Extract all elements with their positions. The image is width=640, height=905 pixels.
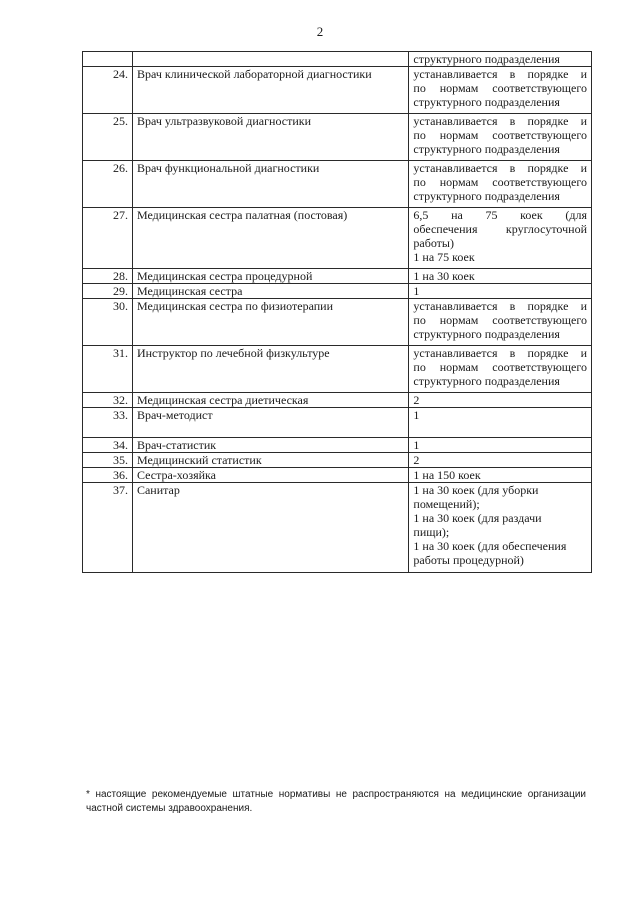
row-number: 35.: [83, 453, 133, 468]
position-name: Врач-статистик: [132, 438, 408, 453]
row-number: 27.: [83, 208, 133, 269]
position-name: Инструктор по лечебной физкультуре: [132, 346, 408, 393]
row-number: 26.: [83, 161, 133, 208]
staff-norm: устанавливается в порядке и по нормам соответствующего структурного подразделения: [409, 161, 592, 208]
position-name: Врач клинической лабораторной диагностики: [132, 67, 408, 114]
position-name: Врач функциональной диагностики: [132, 161, 408, 208]
staff-norm: 2: [409, 453, 592, 468]
staff-norm: 2: [409, 393, 592, 408]
row-number: 30.: [83, 299, 133, 346]
staff-norm: 1 на 30 коек (для уборки помещений); 1 на 30 коек (для раздачи пищи); 1 на 30 коек (для обеспечения работы процедурной): [409, 483, 592, 573]
footnote: [86, 788, 586, 816]
staff-norm: 1 на 30 коек: [409, 269, 592, 284]
staff-norm: 1 на 150 коек: [409, 468, 592, 483]
table-row: [83, 453, 592, 468]
position-name: Сестра-хозяйка: [132, 468, 408, 483]
position-name: Медицинская сестра по физиотерапии: [132, 299, 408, 346]
position-name: Медицинский статистик: [132, 453, 408, 468]
staffing-table: [82, 51, 592, 573]
row-number: 24.: [83, 67, 133, 114]
position-name: Медицинская сестра палатная (постовая): [132, 208, 408, 269]
table-row: [83, 299, 592, 346]
staff-norm: структурного подразделения: [409, 52, 592, 67]
position-name: Врач ультразвуковой диагностики: [132, 114, 408, 161]
row-number: 34.: [83, 438, 133, 453]
staff-norm: 1: [409, 284, 592, 299]
position-name: Врач-методист: [132, 408, 408, 438]
table-row: [83, 161, 592, 208]
position-name: Медицинская сестра: [132, 284, 408, 299]
table-row: [83, 284, 592, 299]
row-number: [83, 52, 133, 67]
staff-norm: устанавливается в порядке и по нормам соответствующего структурного подразделения: [409, 346, 592, 393]
row-number: 36.: [83, 468, 133, 483]
position-name: Санитар: [132, 483, 408, 573]
staff-norm: 1: [409, 438, 592, 453]
position-name: Медицинская сестра диетическая: [132, 393, 408, 408]
table-row: [83, 393, 592, 408]
footnote-line: частной системы здравоохранения.: [86, 803, 253, 814]
table-row: [83, 438, 592, 453]
staff-norm: 6,5 на 75 коек (для обеспечения круглосуточной работы) 1 на 75 коек: [409, 208, 592, 269]
staff-norm: устанавливается в порядке и по нормам соответствующего структурного подразделения: [409, 67, 592, 114]
row-number: 31.: [83, 346, 133, 393]
row-number: 33.: [83, 408, 133, 438]
position-name: Медицинская сестра процедурной: [132, 269, 408, 284]
staff-norm: устанавливается в порядке и по нормам соответствующего структурного подразделения: [409, 299, 592, 346]
table-row: [83, 269, 592, 284]
table-row: [83, 483, 592, 573]
row-number: 32.: [83, 393, 133, 408]
table-row: [83, 67, 592, 114]
table-row: [83, 114, 592, 161]
table-row: [83, 468, 592, 483]
table-row: [83, 408, 592, 438]
row-number: 37.: [83, 483, 133, 573]
row-number: 29.: [83, 284, 133, 299]
row-number: 28.: [83, 269, 133, 284]
position-name: [132, 52, 408, 67]
footnote-line: * настоящие рекомендуемые штатные нормативы не распространяются на медицинские организации: [86, 789, 586, 800]
table-row: [83, 208, 592, 269]
page-number: 2: [316, 24, 324, 39]
staff-norm: 1: [409, 408, 592, 438]
row-number: 25.: [83, 114, 133, 161]
staff-norm: устанавливается в порядке и по нормам соответствующего структурного подразделения: [409, 114, 592, 161]
table-row: [83, 52, 592, 67]
table-row: [83, 346, 592, 393]
